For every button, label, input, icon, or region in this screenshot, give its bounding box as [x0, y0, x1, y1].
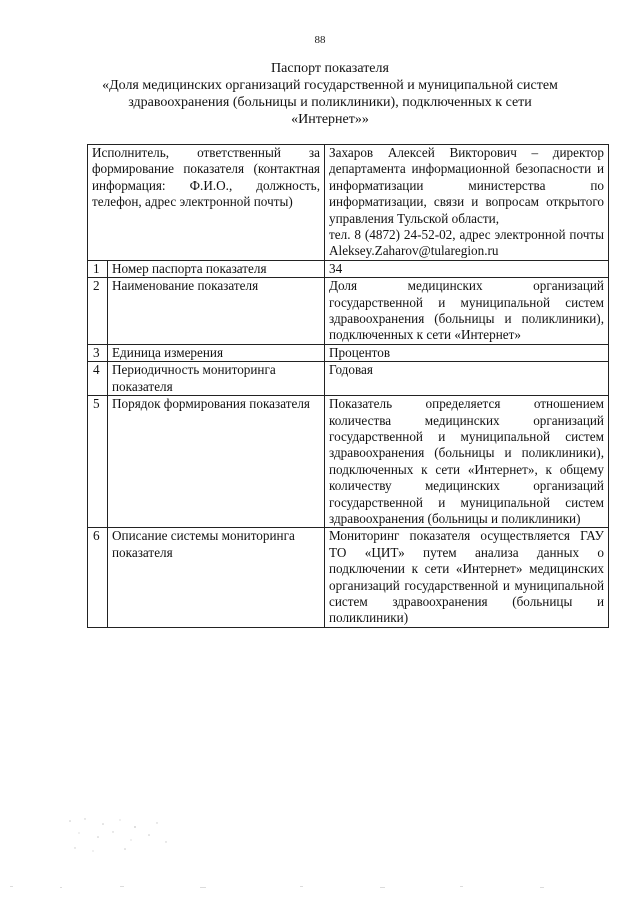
scan-noise-marks — [65, 815, 185, 855]
row-name: Периодичность мониторинга показателя — [108, 362, 325, 396]
row-value: Процентов — [325, 344, 609, 361]
executor-contact: тел. 8 (4872) 24-52-02, адрес электронной почты Aleksey.Zaharov@tularegion.ru — [329, 227, 604, 259]
executor-row — [88, 145, 609, 261]
row-number: 5 — [88, 396, 108, 528]
row-number: 6 — [88, 528, 108, 627]
row-name: Порядок формирования показателя — [108, 396, 325, 528]
row-number: 4 — [88, 362, 108, 396]
table-row — [88, 396, 609, 528]
document-title — [70, 60, 590, 128]
row-name: Единица измерения — [108, 344, 325, 361]
row-value: Мониторинг показателя осуществляется ГАУ ТО «ЦИТ» путем анализа данных о подключении к сети «Интернет» медицинских организаций государственной и муниципальной систем здравоохранения (больницы и поликлиники) — [325, 528, 609, 627]
executor-value — [325, 145, 609, 261]
title-line-4: «Интернет»» — [291, 112, 369, 127]
title-line-2: «Доля медицинских организаций государственной и муниципальной систем — [102, 78, 558, 93]
row-number: 1 — [88, 260, 108, 277]
table-row — [88, 278, 609, 345]
row-value: Доля медицинских организаций государственной и муниципальной систем здравоохранения (больницы и поликлиники), подключенных к сети «Интернет» — [325, 278, 609, 345]
table-row — [88, 362, 609, 396]
page-number: 88 — [314, 34, 326, 46]
title-line-1: Паспорт показателя — [271, 61, 389, 76]
row-name: Описание системы мониторинга показателя — [108, 528, 325, 627]
row-name: Номер паспорта показателя — [108, 260, 325, 277]
executor-name: Захаров Алексей Викторович – директор департамента информационной безопасности и информатизации министерства по информатизации, связи и вопросам открытого управления Тульской области, — [329, 145, 604, 226]
title-line-3: здравоохранения (больницы и поликлиники), подключенных к сети — [128, 95, 532, 110]
row-name: Наименование показателя — [108, 278, 325, 345]
row-value: Показатель определяется отношением количества медицинских организаций государственной и муниципальной систем здравоохранения (больницы и поликлиники), подключенных к сети «Интернет», к общему количеству медицинских организаций государственной и муниципальной систем здравоохранения (больницы и поликлиники) — [325, 396, 609, 528]
scan-edge-noise — [0, 884, 640, 890]
table-row — [88, 344, 609, 361]
row-number: 2 — [88, 278, 108, 345]
table-row — [88, 528, 609, 627]
table-row — [88, 260, 609, 277]
row-value: 34 — [325, 260, 609, 277]
executor-label: Исполнитель, ответственный за формирование показателя (контактная информация: Ф.И.О., должность, телефон, адрес электронной почты) — [88, 145, 325, 261]
row-number: 3 — [88, 344, 108, 361]
indicator-passport-table — [87, 144, 609, 628]
row-value: Годовая — [325, 362, 609, 396]
